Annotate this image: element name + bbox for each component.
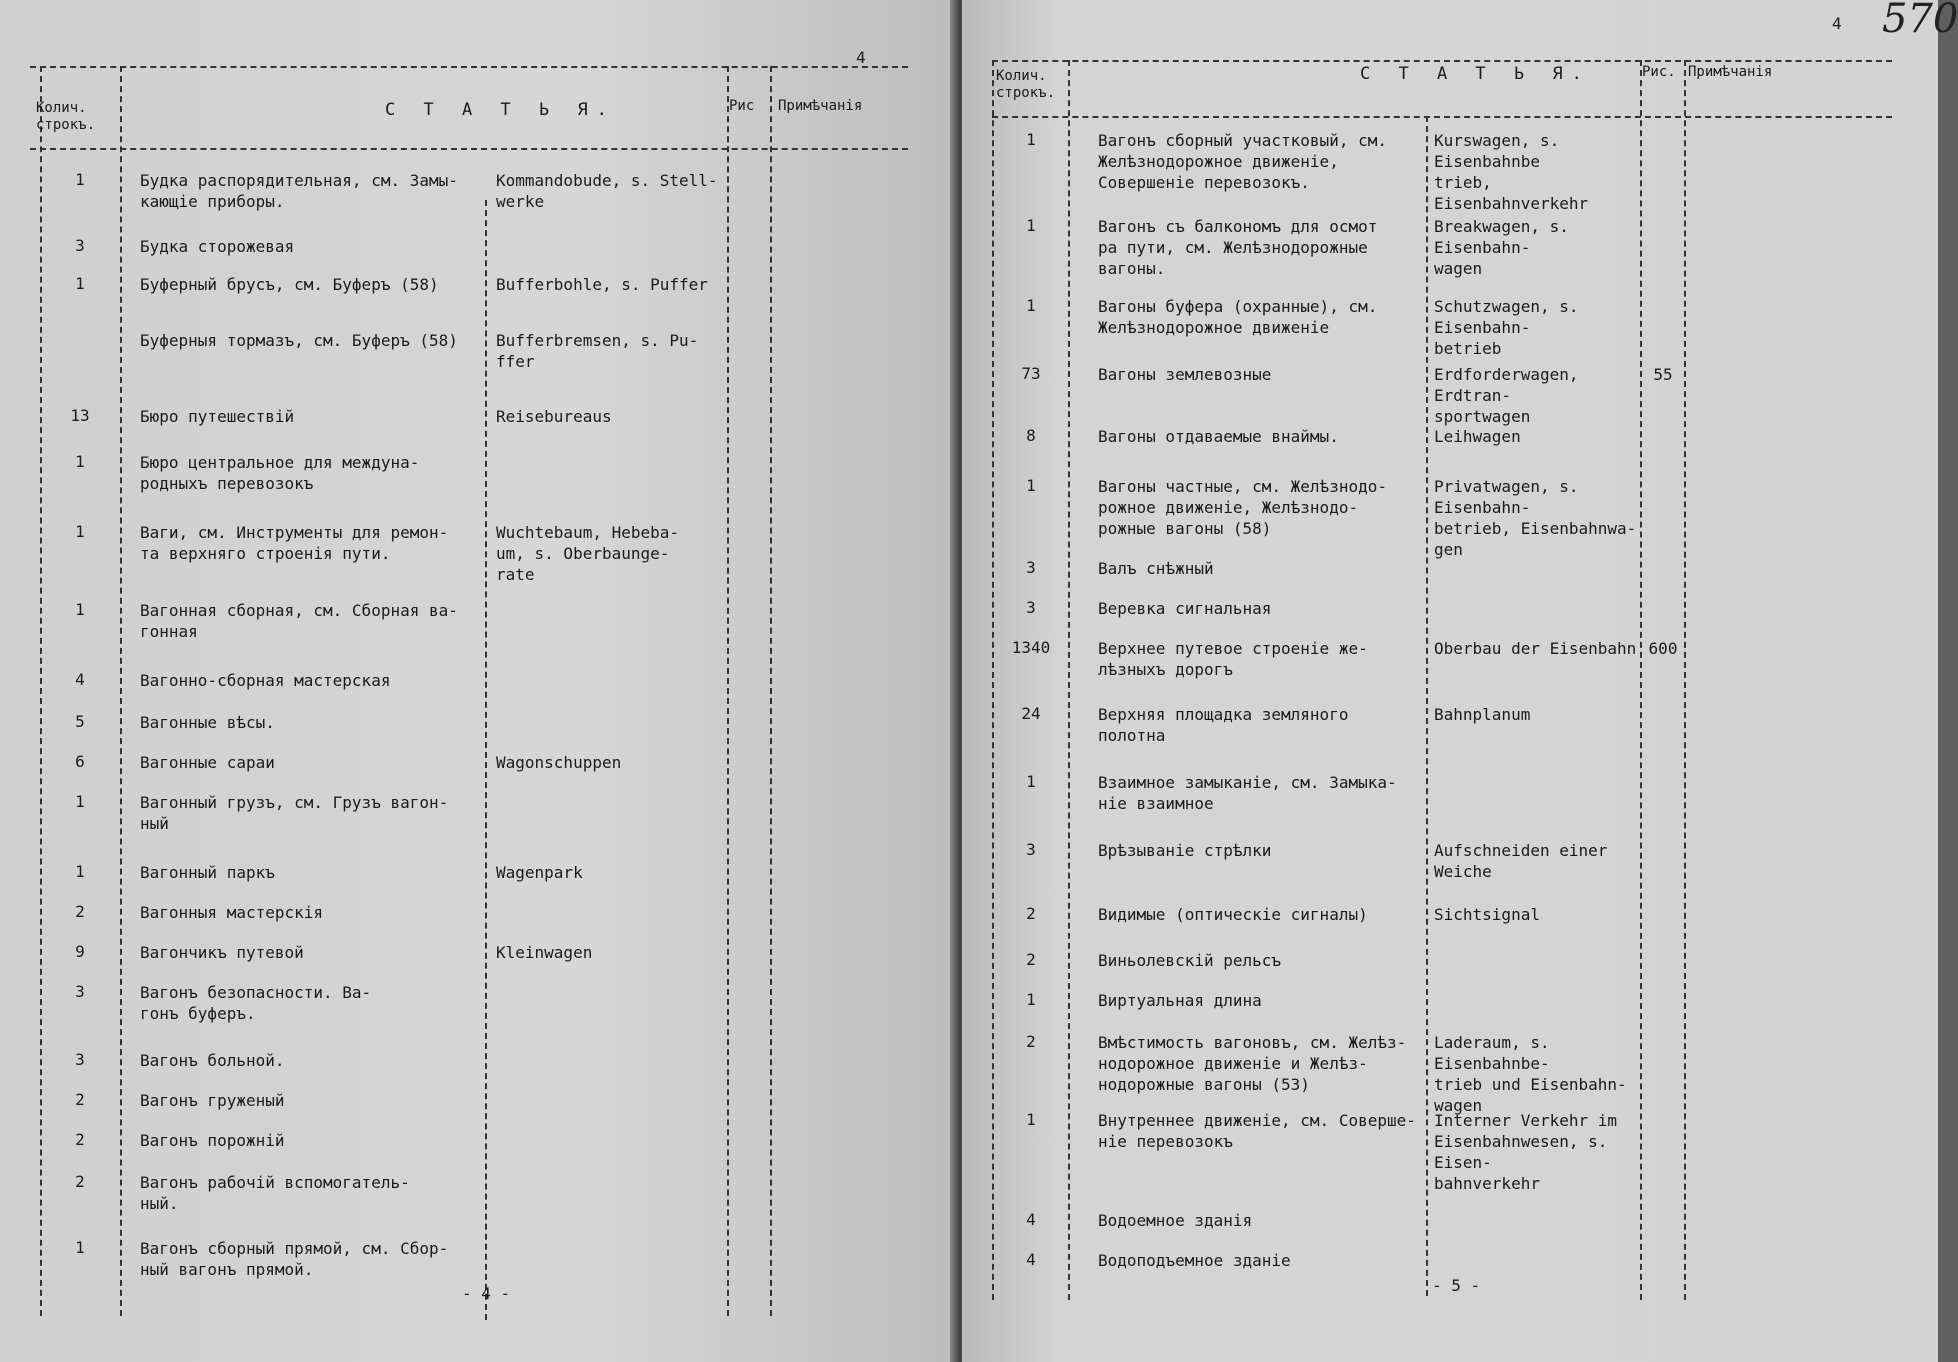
row-article-ru: Бюро центральное для междуна- родныхъ перевозокъ bbox=[140, 453, 420, 493]
row-article-de: Oberbau der Eisenbahn bbox=[1434, 639, 1637, 658]
row-article-ru: Виртуальная длина bbox=[1098, 991, 1262, 1010]
row-count: 24 bbox=[1021, 704, 1041, 723]
row-article-ru: Веревка сигнальная bbox=[1098, 599, 1272, 618]
row-count: 2 bbox=[75, 902, 85, 921]
header-bottom-line bbox=[992, 116, 1892, 118]
left-border-line bbox=[40, 66, 42, 1316]
row-count: 2 bbox=[75, 1172, 85, 1191]
row-count: 1 bbox=[1026, 772, 1036, 791]
row-count: 2 bbox=[1026, 950, 1036, 969]
header-article: С Т А Т Ь Я. bbox=[1360, 64, 1591, 84]
row-article-ru: Вагонная сборная, см. Сборная ва- гонная bbox=[140, 601, 458, 641]
row-article-de: Schutzwagen, s. Eisenbahn- betrieb bbox=[1434, 297, 1579, 358]
row-article-de: Aufschneiden einer Weiche bbox=[1434, 841, 1608, 881]
row-article-ru: Буферныя тормазъ, см. Буферъ (58) bbox=[140, 331, 458, 350]
header-article: С Т А Т Ь Я. bbox=[385, 100, 616, 120]
row-article-de: Wagonschuppen bbox=[496, 753, 622, 772]
row-count: 1 bbox=[75, 452, 85, 471]
row-count: 3 bbox=[1026, 598, 1036, 617]
header-fig: Рис. bbox=[1642, 64, 1676, 80]
row-count: 3 bbox=[1026, 840, 1036, 859]
row-count: 2 bbox=[1026, 904, 1036, 923]
row-figure: 600 bbox=[1648, 639, 1678, 658]
row-count: 2 bbox=[1026, 1032, 1036, 1051]
row-article-ru: Водоподъемное зданіе bbox=[1098, 1251, 1291, 1270]
right-page-number-bottom: - 5 - bbox=[1432, 1276, 1481, 1295]
row-count: 1 bbox=[1026, 130, 1036, 149]
row-article-ru: Вагоны буфера (охранные), см. Желѣзнодорожное движеніе bbox=[1098, 297, 1378, 337]
fig-column-line bbox=[727, 66, 729, 1316]
header-fig: Рис bbox=[729, 98, 755, 114]
row-article-ru: Вагонныя мастерскія bbox=[140, 903, 324, 922]
ru-de-divider-line bbox=[1426, 116, 1428, 1296]
row-count: 4 bbox=[75, 670, 85, 689]
left-page-number-top: 4 bbox=[856, 48, 866, 67]
header-notes: Примѣчанія bbox=[778, 98, 863, 114]
left-page-number-bottom: - 4 - bbox=[462, 1284, 511, 1303]
row-article-ru: Вагонъ больной. bbox=[140, 1051, 285, 1070]
row-article-ru: Вагонъ груженый bbox=[140, 1091, 285, 1110]
row-article-de: Breakwagen, s. Eisenbahn- wagen bbox=[1434, 217, 1569, 278]
row-count: 1 bbox=[1026, 296, 1036, 315]
row-article-de: Bahnplanum bbox=[1434, 705, 1531, 724]
row-article-ru: Вагонъ рабочій вспомогатель- ный. bbox=[140, 1173, 410, 1213]
header-bottom-line bbox=[30, 148, 908, 150]
row-count: 1 bbox=[75, 1238, 85, 1257]
row-count: 1 bbox=[1026, 990, 1036, 1009]
row-count: 2 bbox=[75, 1090, 85, 1109]
row-article-ru: Вагоны частные, см. Желѣзнодо- рожное движеніе, Желѣзнодо- рожные вагоны (58) bbox=[1098, 477, 1387, 538]
row-article-ru: Будка сторожевая bbox=[140, 237, 295, 256]
row-article-de: Kurswagen, s. Eisenbahnbe trieb, Eisenbahnverkehr bbox=[1434, 131, 1589, 213]
row-article-ru: Будка распорядительная, см. Замы- кающіе приборы. bbox=[140, 171, 458, 211]
row-article-ru: Врѣзываніе стрѣлки bbox=[1098, 841, 1272, 860]
row-count: 1 bbox=[75, 600, 85, 619]
header-count: Колич. строкъ. bbox=[996, 68, 1056, 101]
row-article-de: Laderaum, s. Eisenbahnbe- trieb und Eisenbahn- wagen bbox=[1434, 1033, 1627, 1115]
count-column-line bbox=[1068, 60, 1070, 1300]
row-article-de: Wagenpark bbox=[496, 863, 583, 882]
row-article-ru: Вагонно-сборная мастерская bbox=[140, 671, 391, 690]
row-count: 4 bbox=[1026, 1250, 1036, 1269]
row-count: 2 bbox=[75, 1130, 85, 1149]
ru-de-divider-line bbox=[485, 200, 487, 1320]
row-article-de: Wuchtebaum, Hebeba- um, s. Oberbaunge- rate bbox=[496, 523, 680, 584]
left-page bbox=[0, 0, 958, 1362]
row-count: 1 bbox=[75, 274, 85, 293]
left-border-line bbox=[992, 60, 994, 1300]
row-article-de: Leihwagen bbox=[1434, 427, 1521, 446]
row-article-ru: Вагончикъ путевой bbox=[140, 943, 304, 962]
row-count: 6 bbox=[75, 752, 85, 771]
row-article-ru: Водоемное зданія bbox=[1098, 1211, 1253, 1230]
row-article-de: Sichtsignal bbox=[1434, 905, 1540, 924]
row-article-de: Reisebureaus bbox=[496, 407, 612, 426]
row-article-ru: Вагонный грузъ, см. Грузъ вагон- ный bbox=[140, 793, 449, 833]
row-count: 73 bbox=[1021, 364, 1041, 383]
row-count: 3 bbox=[1026, 558, 1036, 577]
row-article-ru: Вагонъ сборный прямой, см. Сбор- ный вагонъ прямой. bbox=[140, 1239, 449, 1279]
row-article-de: Erdforderwagen, Erdtran- sportwagen bbox=[1434, 365, 1579, 426]
row-article-ru: Ваги, см. Инструменты для ремон- та верхняго строенія пути. bbox=[140, 523, 449, 563]
row-article-ru: Валъ снѣжный bbox=[1098, 559, 1214, 578]
row-count: 3 bbox=[75, 982, 85, 1001]
row-count: 13 bbox=[70, 406, 90, 425]
row-count: 1 bbox=[75, 170, 85, 189]
row-count: 1340 bbox=[1011, 638, 1051, 657]
row-article-ru: Бюро путешествій bbox=[140, 407, 295, 426]
row-article-ru: Вагонъ съ балкономъ для осмот ра пути, см. Желѣзнодорожные вагоны. bbox=[1098, 217, 1378, 278]
row-article-de: Privatwagen, s. Eisenbahn- betrieb, Eisenbahnwa- gen bbox=[1434, 477, 1637, 559]
right-page bbox=[962, 0, 1958, 1362]
row-article-ru: Внутреннее движеніе, см. Соверше- ніе перевозокъ bbox=[1098, 1111, 1416, 1151]
fig-column-line bbox=[1640, 60, 1642, 1300]
row-count: 5 bbox=[75, 712, 85, 731]
row-count: 1 bbox=[1026, 216, 1036, 235]
count-column-line bbox=[120, 66, 122, 1316]
row-article-ru: Вагонъ сборный участковый, см. Желѣзнодорожное движеніе, Совершеніе перевозокъ. bbox=[1098, 131, 1387, 192]
row-count: 3 bbox=[75, 1050, 85, 1069]
row-count: 1 bbox=[1026, 476, 1036, 495]
row-article-de: Bufferbohle, s. Puffer bbox=[496, 275, 708, 294]
row-article-ru: Виньолевскій рельсъ bbox=[1098, 951, 1282, 970]
row-article-ru: Вагонные сараи bbox=[140, 753, 275, 772]
notes-column-line bbox=[770, 66, 772, 1316]
row-article-de: Kleinwagen bbox=[496, 943, 593, 962]
row-article-ru: Вагонъ безопасности. Ва- гонъ буферъ. bbox=[140, 983, 372, 1023]
row-article-ru: Вагонъ порожній bbox=[140, 1131, 285, 1150]
row-count: 1 bbox=[75, 522, 85, 541]
row-article-ru: Вагонный паркъ bbox=[140, 863, 275, 882]
row-article-ru: Верхняя площадка земляного полотна bbox=[1098, 705, 1349, 745]
row-article-ru: Вагоны землевозные bbox=[1098, 365, 1272, 384]
row-article-ru: Буферный брусъ, см. Буферъ (58) bbox=[140, 275, 439, 294]
table-top-line bbox=[992, 60, 1892, 62]
notes-column-line bbox=[1684, 60, 1686, 1300]
row-article-ru: Вмѣстимость вагоновъ, см. Желѣз- нодорожное движеніе и Желѣз- нодорожные вагоны (53) bbox=[1098, 1033, 1407, 1094]
row-article-ru: Взаимное замыканіе, см. Замыка- ніе взаимное bbox=[1098, 773, 1397, 813]
right-page-number-top: 4 bbox=[1832, 14, 1842, 33]
row-count: 9 bbox=[75, 942, 85, 961]
row-article-ru: Вагоны отдаваемые внаймы. bbox=[1098, 427, 1339, 446]
handwritten-folio-number: 570 bbox=[1882, 0, 1958, 42]
row-count: 1 bbox=[75, 792, 85, 811]
row-article-de: Kommandobude, s. Stell- werke bbox=[496, 171, 718, 211]
row-count: 3 bbox=[75, 236, 85, 255]
row-count: 8 bbox=[1026, 426, 1036, 445]
row-count: 1 bbox=[1026, 1110, 1036, 1129]
row-article-ru: Видимые (оптическіе сигналы) bbox=[1098, 905, 1368, 924]
row-article-de: Bufferbremsen, s. Pu- ffer bbox=[496, 331, 699, 371]
table-top-line bbox=[30, 66, 908, 68]
row-article-ru: Верхнее путевое строеніе же- лѣзныхъ дорогъ bbox=[1098, 639, 1368, 679]
row-article-de: Interner Verkehr im Eisenbahnwesen, s. Eisen- bahnverkehr bbox=[1434, 1111, 1618, 1193]
row-article-ru: Вагонные вѣсы. bbox=[140, 713, 275, 732]
row-count: 1 bbox=[75, 862, 85, 881]
header-notes: Примѣчанія bbox=[1688, 64, 1773, 80]
row-count: 4 bbox=[1026, 1210, 1036, 1229]
row-figure: 55 bbox=[1653, 365, 1673, 384]
header-count: Колич. строкъ. bbox=[36, 100, 96, 133]
